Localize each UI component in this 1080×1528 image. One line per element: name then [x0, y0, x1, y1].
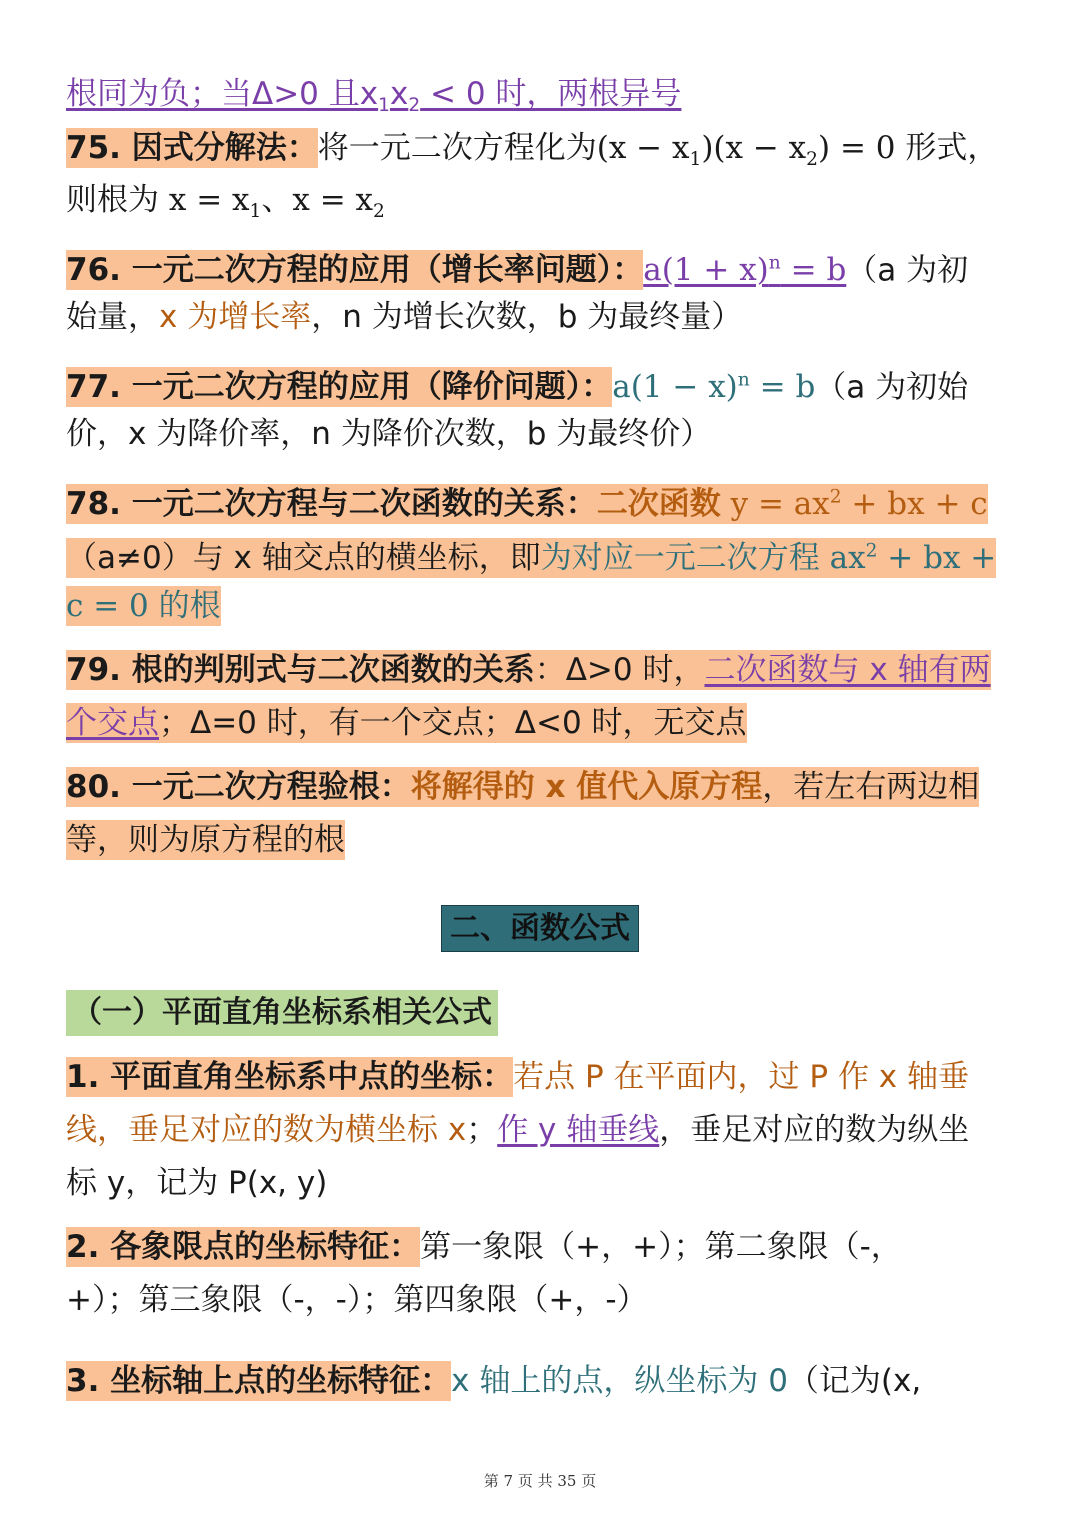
- section-title: 二、函数公式: [441, 905, 639, 952]
- item-78-line-2: （a≠0）与 x 轴交点的横坐标，即为对应一元二次方程 $ax^2$ + bx +: [66, 540, 997, 577]
- item-76-label: 76. 一元二次方程的应用（增长率问题）：: [66, 252, 644, 289]
- item-80-line-2: 等，则为原方程的根: [66, 822, 345, 858]
- coord-item-2-line-1: 2. 各象限点的坐标特征：第一象限（+，+）；第二象限（-，: [66, 1229, 902, 1265]
- growth-formula: $a(1 + x)^n = b$: [643, 252, 847, 289]
- item-79-line-2: 个交点；Δ=0 时，有一个交点；Δ<0 时，无交点: [66, 705, 747, 741]
- coord-item-1-line-1: 1. 平面直角坐标系中点的坐标：若点 P 在平面内，过 P 作 x 轴垂: [66, 1059, 969, 1095]
- item-77-line-2: 价，x 为降价率，n 为降价次数，b 为最终价）: [66, 416, 712, 452]
- discount-formula: $a(1 - x)^n = b$: [612, 369, 816, 406]
- item-75-text: 将一元二次方程化为: [317, 130, 597, 166]
- item-78-label: 78. 一元二次方程与二次函数的关系：: [66, 486, 597, 523]
- item-78-line-3: c = 0 的根: [66, 588, 221, 624]
- subsection-title: （一）平面直角坐标系相关公式: [66, 990, 498, 1036]
- coord-item-1-line-2: 线，垂足对应的数为横坐标 x；作 y 轴垂线，垂足对应的数为纵坐: [66, 1112, 970, 1148]
- coord-item-1-line-3: 标 y，记为 P(x, y): [66, 1165, 328, 1201]
- coord-item-1-label: 1. 平面直角坐标系中点的坐标：: [66, 1059, 514, 1095]
- coord-item-3-line-1: 3. 坐标轴上点的坐标特征：x 轴上的点，纵坐标为 0（记为(x,: [66, 1363, 922, 1399]
- item-76-line-2: 始量，x 为增长率，n 为增长次数，b 为最终量）: [66, 299, 743, 335]
- item-75-line-1: 75. 因式分解法：将一元二次方程化为$(x - x_1)(x - x_2) = 0$ 形式，: [66, 130, 999, 171]
- item-76-line-1: 76. 一元二次方程的应用（增长率问题）：$a(1 + x)^n = b(a$ 为初: [66, 252, 969, 289]
- coord-item-3-label: 3. 坐标轴上点的坐标特征：: [66, 1363, 452, 1399]
- page-number: 第 7 页 共 35 页: [483, 1472, 597, 1490]
- coord-item-2-line-2: +）；第三象限（-，-）；第四象限（+，-）: [66, 1282, 648, 1318]
- item-79-label: 79. 根的判别式与二次函数的关系: [66, 652, 535, 688]
- item-77-line-1: 77. 一元二次方程的应用（降价问题）：$a(1 - x)^n = b(a$ 为初始: [66, 369, 969, 406]
- item-75-line-2: 则根为 $x = x_1$、$x = x_2$: [66, 182, 385, 223]
- item-80-label: 80. 一元二次方程验根：: [66, 769, 411, 805]
- two-negative-roots-text: 根同为负；当Δ>0 且$x_1x_2 < 0$ 时，两根异号: [66, 76, 682, 117]
- item-77-label: 77. 一元二次方程的应用（降价问题）：: [66, 369, 613, 406]
- item-75-formula: $(x - x_1)(x - x_2) = 0$: [596, 130, 896, 171]
- item-78-line-1: 78. 一元二次方程与二次函数的关系：二次函数 $y = ax^2$ + bx + c: [66, 486, 988, 523]
- text-line-1: [66, 70, 681, 120]
- coord-item-2-label: 2. 各象限点的坐标特征：: [66, 1229, 421, 1265]
- item-75-label: 75. 因式分解法：: [66, 130, 318, 166]
- item-80-line-1: 80. 一元二次方程验根：将解得的 x 值代入原方程，若左右两边相: [66, 769, 980, 805]
- item-79-line-1: 79. 根的判别式与二次函数的关系：Δ>0 时，二次函数与 x 轴有两: [66, 652, 991, 688]
